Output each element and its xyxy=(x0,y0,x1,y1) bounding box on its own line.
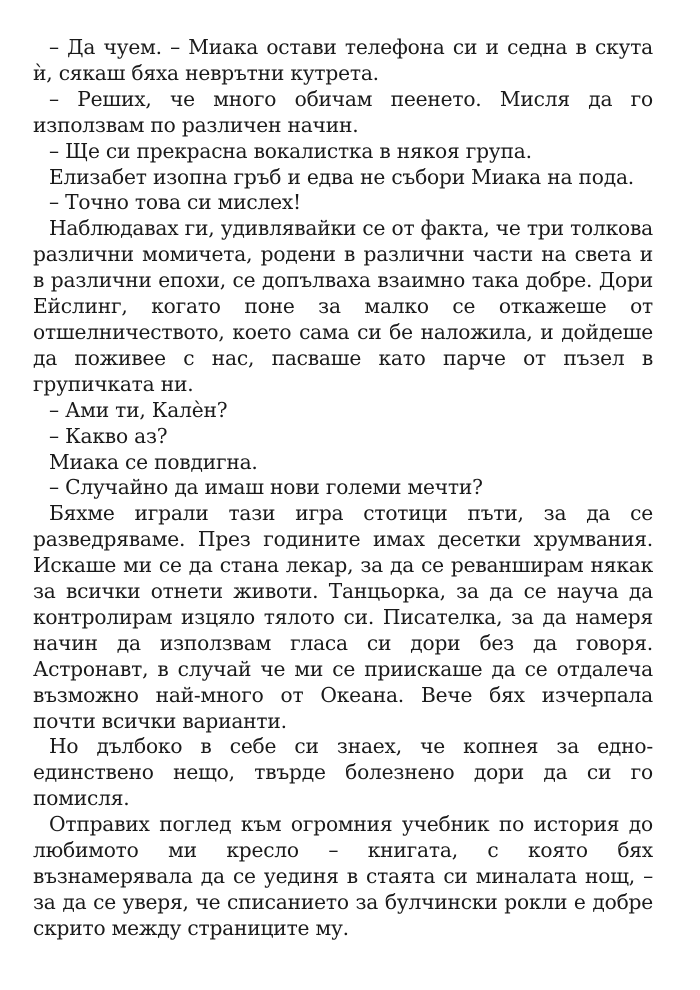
narration-paragraph: Елизабет изопна гръб и едва не събори Миака на пода. xyxy=(49,164,635,189)
narration-paragraph: Бяхме играли тази игра стотици пъти, за да се разведряваме. През годините имах десетки хрумвания. Искаше ми се да стана лекар, за да се реванширам някак за всички отнети животи. Танцьорка, за да се науча да контролирам изцяло тялото си. Писателка, за да намеря начин да използвам гласа си дори без да говоря. Астронавт, в случай че ми се приискаше да се отдалеча възможно най-много от Океана. Вече бях изчерпала почти всички варианти. xyxy=(33,501,653,733)
dialogue-paragraph: – Точно това си мислех! xyxy=(49,190,301,215)
narration-paragraph: Наблюдавах ги, удивлявайки се от факта, че три толкова различни момичета, родени в различни части на света и в различни епохи, се допълваха взаимно така добре. Дори Ейслинг, когато поне за малко се откажеше от отшелничеството, което сама си бе наложила, и дойдеше да поживее с нас, пасваше като парче от пъзел в групичката ни. xyxy=(33,216,653,396)
dialogue-paragraph: – Да чуем. – Миака остави телефона си и седна в скута ѝ, сякаш бяха неврътни кутрета. xyxy=(33,35,653,85)
dialogue-paragraph: – Случайно да имаш нови големи мечти? xyxy=(49,475,483,500)
dialogue-paragraph: – Ще си прекрасна вокалистка в някоя група. xyxy=(49,138,532,163)
dialogue-paragraph: – Ами ти, Калѐн? xyxy=(49,397,228,422)
narration-paragraph: Отправих поглед към огромния учебник по история до любимото ми кресло – книгата, с която бях възнамерявала да се уединя в стаята си миналата нощ, – за да се уверя, че списанието за булчински рокли е добре скрито между страниците му. xyxy=(33,812,653,940)
dialogue-paragraph: – Какво аз? xyxy=(49,423,168,448)
narration-paragraph: Но дълбоко в себе си знаех, че копнея за едно-единствено нещо, твърде болезнено дори да си го помисля. xyxy=(33,734,653,811)
dialogue-paragraph: – Реших, че много обичам пеенето. Мисля да го използвам по различен начин. xyxy=(33,86,653,137)
narration-paragraph: Миака се повдигна. xyxy=(49,449,258,474)
